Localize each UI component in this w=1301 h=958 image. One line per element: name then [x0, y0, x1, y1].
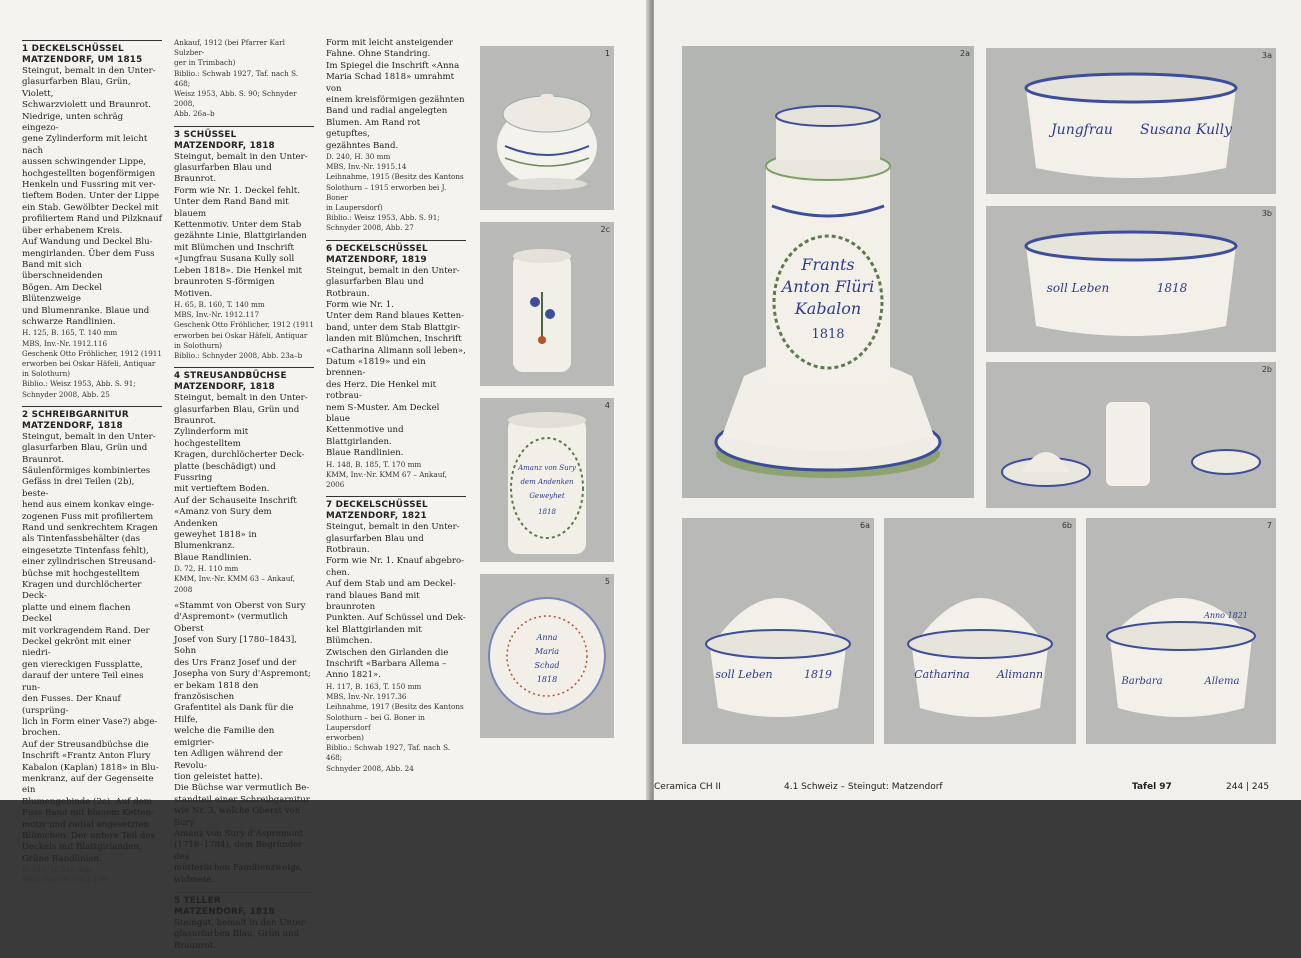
plate-number: 3b [1261, 209, 1272, 218]
catalog-entry [326, 38, 466, 234]
catalog-entry [174, 601, 314, 886]
inscription-line: Schad [534, 661, 560, 670]
entry-title: 3 SCHÜSSEL MATZENDORF, 1818 [174, 126, 314, 152]
plate-1 [480, 46, 614, 210]
left-page [0, 0, 650, 951]
sand-caster-image [480, 222, 614, 386]
footer-series: Ceramica CH II [654, 782, 721, 792]
inscription-line: Anna [536, 633, 558, 642]
inscription-line: 1818 [811, 327, 845, 342]
entry-description: «Stammt von Oberst von Sury d'Aspremont» (vermutlich Oberst Josef von Sury [1780–1843], Sohn des Urs Franz Josef und der Josepha von Sury d'Aspremont; er bekam 1818 den französischen Grafentitel als Dank für die Hilfe, welche die Familie den emigrier- ten Adligen während der Revolu- tion geleistet hatte). Die Büchse war vermutlich Be- standteil einer Schreibgarnitur wie Nr. 3, welche Oberst von Sury Amanz von Sury d'Aspremont (1718–1784), dem Begründer des mütterlichen Familienzweigs, widmete. [174, 600, 311, 885]
entry-description: Steingut, bemalt in den Unter- glasurfarben Blau und Rotbraun. Form wie Nr. 1. Knauf abgebro- chen. Auf dem Stab und am Deckel- rand blaues Band mit braunroten Punkten. Auf Schüssel und Dek- kel Blattgirlanden mit Blümchen. Zwischen den Girlanden die Inschrift «Barbara Allema – Anno 1821». [326, 522, 466, 681]
bowl-3b-image [986, 206, 1276, 352]
plate-number: 3a [1262, 51, 1272, 60]
entry-description: Steingut, bemalt in den Unter- glasurfarben Blau, Grün und Braunrot. Säulenförmiges kombiniertes Gefäss in drei Teilen (2b), beste- hend aus einem konkav einge- zogenen Fuss mit profiliertem Rand und senkrechtem Kragen als Tintenfassbehälter (das eingesetzte Tintenfass fehlt), einer zylindrischen Streusand- büchse mit hochgestelltem Kragen und durchlöcherter Deck- platte und einem flachen Deckel mit vorkragendem Rand. Der Deckel gekrönt mit einer niedri- gen viereckigen Fussplatte, darauf der untere Teil eines run- den Fusses. Der Knauf (ursprüng- lich in Form einer Vase?) abge- brochen. Auf der Streusandbüchse die Inschrift «Frantz Anton Flury Kabalon (Kaplan) 1818» in Blu- menkranz, auf der Gegenseite ein Blumengebinde (2c). Auf dem Fuss Band mit blauem Ketten- motiv und radial angesetzten Blümchen. Der untere Teil des Deckels mit Blattgirlanden. Grüne Randlinien. [22, 431, 159, 864]
inscription-line: Jungfrau [1051, 122, 1113, 138]
inscription-line: Susana Kully [1140, 122, 1232, 138]
catalog-entry [174, 38, 314, 120]
plate-dish-image [480, 574, 614, 738]
entry-metadata: H. 117, B. 163, T. 150 mm MBS, Inv.-Nr. 1917.36 Leihnahme, 1917 (Besitz des Kantons Solothurn – bei G. Boner in Laupersdorf erworben) Biblio.: Schwab 1927, Taf. nach S. 468; Schnyder 2008, Abb. 24 [326, 681, 464, 773]
entry-title: 2 SCHREIBGARNITUR MATZENDORF, 1818 [22, 406, 162, 432]
inscription-line: Catharina [914, 668, 970, 681]
text-column-1 [22, 38, 162, 892]
catalog-entry [326, 240, 466, 491]
inscription-line: Alimann [996, 668, 1044, 681]
entry-title: 7 DECKELSCHÜSSEL MATZENDORF, 1821 [326, 496, 466, 522]
sand-caster-4-image [480, 398, 614, 562]
footer-tafel: Tafel 97 [1132, 782, 1172, 792]
entry-description: Steingut, bemalt in den Unter- glasurfarben Blau und Braunrot. Form wie Nr. 1. Deckel fehlt. Unter dem Rand Band mit blauem Kettenmotiv. Unter dem Stab gezähnte Linie, Blattgirlanden mit Blümchen und Inschrift «Jungfrau Susana Kully soll Leben 1818». Die Henkel mit braunroten S-förmigen Motiven. [174, 151, 308, 299]
plate-2c [480, 222, 614, 386]
plate-6b [884, 518, 1076, 744]
text-column-2 [174, 38, 314, 958]
inscription-line: dem Andenken [520, 478, 574, 486]
plate-number: 4 [604, 401, 610, 410]
footer-section: 4.1 Schweiz – Steingut: Matzendorf [784, 782, 943, 792]
entry-metadata: H. 125, B. 165, T. 140 mm MBS, Inv.-Nr. 1912.116 Geschenk Otto Fröhlicher, 1912 (1911 erworben bei Oskar Häfeli, Antiquar in Solothurn) Biblio.: Weisz 1953, Abb. S. 91; Schnyder 2008, Abb. 25 [22, 328, 162, 399]
plate-number: 1 [604, 49, 610, 58]
plate-3b [986, 206, 1276, 352]
entry-metadata: D. 72, H. 110 mm KMM, Inv.-Nr. KMM 63 – Ankauf, 2008 [174, 564, 296, 594]
plate-4 [480, 398, 614, 562]
inscription-line: Allema [1204, 676, 1240, 687]
text-column-3 [326, 38, 466, 780]
plate-number: 2a [960, 49, 970, 58]
plate-number: 2c [600, 225, 610, 234]
catalog-entry [174, 126, 314, 362]
entry-title: 4 STREUSANDBÜCHSE MATZENDORF, 1818 [174, 367, 314, 393]
inscription-line: Kabalon [794, 299, 862, 318]
plate-number: 5 [604, 577, 610, 586]
entry-description: Steingut, bemalt in den Unter- glasurfarben Blau und Rotbraun. Form wie Nr. 1. Unter dem Rand blaues Ketten- band, unter dem Stab Blattgir- landen mit Blümchen, Inschrift «Catharina Alimann soll leben», Datum «1819» und ein brennen- des Herz. Die Henkel mit rotbrau- nem S-Muster. Am Deckel blaue Kettenmotive und Blattgirlanden. Blaue Randlinien. [326, 265, 466, 459]
plate-number: 6b [1061, 521, 1072, 530]
plate-number: 7 [1266, 521, 1272, 530]
plate-6a [682, 518, 874, 744]
entry-metadata: D. 240, H. 30 mm MBS, Inv.-Nr. 1915.14 Leihnahme, 1915 (Besitz des Kantons Solothurn – 1915 erworben bei J. Boner in Laupersdorf) Biblio.: Weisz 1953, Abb. S. 91; Schnyder 2008, Abb. 27 [326, 152, 464, 233]
entry-metadata: D. 140, H. 210 mm MBS, Inv.-Nr. 1912.199 [22, 865, 108, 885]
entry-metadata: H. 148, B. 185, T. 170 mm KMM, Inv.-Nr. KMM 67 – Ankauf, 2006 [326, 459, 448, 489]
inscription-line: Anno 1821 [1204, 611, 1248, 620]
plate-2b [986, 362, 1276, 508]
right-page [654, 0, 1301, 800]
inscription-line: 1818 [1156, 281, 1188, 295]
writing-set-image [682, 46, 974, 498]
catalog-entry [22, 406, 162, 886]
inscription-line: Frants [801, 255, 855, 274]
plate-number: 6a [860, 521, 870, 530]
entry-title: 6 DECKELSCHÜSSEL MATZENDORF, 1819 [326, 240, 466, 266]
inscription-line: Maria [534, 647, 560, 656]
catalog-entry [174, 367, 314, 595]
entry-description: Steingut, bemalt in den Unter- glasurfarben Blau, Grün und Braunrot. Zylinderform mit hochgestelltem Kragen, durchlöcherter Deck- platte (beschädigt) und Fussring mit vertieftem Boden. Auf der Schauseite Inschrift «Amanz von Sury dem Andenken geweyhet 1818» in Blumenkranz. Blaue Randlinien. [174, 393, 308, 563]
inscription-line: Amanz von Sury [518, 464, 576, 472]
writing-set-parts-image [986, 362, 1276, 508]
entry-title: 1 DECKELSCHÜSSEL MATZENDORF, UM 1815 [22, 40, 162, 66]
plate-7 [1086, 518, 1276, 744]
inscription-line: Geweyhet [529, 492, 565, 500]
entry-metadata: H. 65, B. 160, T. 140 mm MBS, Inv.-Nr. 1912.117 Geschenk Otto Fröhlicher, 1912 (1911 erworben bei Oskar Häfeli, Antiquar in Solothurn) Biblio.: Schnyder 2008, Abb. 23a–b [174, 299, 314, 360]
plate-3a [986, 48, 1276, 194]
entry-description: Form mit leicht ansteigender Fahne. Ohne Standring. Im Spiegel die Inschrift «Anna Maria Schad 1818» umrahmt von einem kreisförmigen gezähnten Band und radial angelegten Blumen. Am Rand rot getupftes, gezähntes Band. [326, 38, 465, 151]
covered-bowl-6b-image [884, 518, 1076, 744]
inscription-line: Barbara [1121, 676, 1163, 687]
inscription-line: Anton Flüri [781, 277, 875, 296]
inscription-line: soll Leben [1046, 281, 1110, 295]
covered-bowl-6a-image [682, 518, 874, 744]
entry-title: 5 TELLER MATZENDORF, 1818 [174, 892, 314, 918]
inscription-line: soll Leben [715, 668, 773, 681]
entry-description: Steingut, bemalt in den Unter- glasurfarben Blau, Grün, Violett, Schwarzviolett und Braunrot. Niedrige, unten schräg eingezo- gene Zylinderform mit leicht nach aussen schwingender Lippe, hochgestellten bogenförmigen Henkeln und Fussring mit ver- tieftem Boden. Unter der Lippe ein Stab. Gewölbter Deckel mit profiliertem Rand und Pilzknauf über erhabenem Kreis. Auf Wandung und Deckel Blu- mengirlanden. Über dem Fuss Band mit sich überschneidenden Bögen. Am Deckel Blütenzweige und Blumenranke. Blaue und schwarze Randlinien. [22, 66, 162, 327]
inscription-line: 1818 [536, 675, 558, 684]
entry-description: Steingut, bemalt in den Unter- glasurfarben Blau, Grün und Braunrot. [174, 917, 308, 951]
catalog-entry [326, 496, 466, 774]
catalog-entry [22, 40, 162, 400]
entry-metadata: Ankauf, 1912 (bei Pfarrer Karl Sulzber- ger in Trimbach) Biblio.: Schwab 1927, Taf. nach S. 468; Weisz 1953, Abb. S. 90; Schnyder 2008, Abb. 26a–b [174, 38, 299, 119]
plate-2a [682, 46, 974, 498]
bowl-3a-image [986, 48, 1276, 194]
inscription-line: 1818 [538, 508, 556, 516]
plate-5 [480, 574, 614, 738]
inscription-line: 1819 [804, 668, 832, 681]
covered-bowl-7-image [1086, 518, 1276, 744]
plate-number: 2b [1261, 365, 1272, 374]
catalog-entry [174, 892, 314, 952]
page-numbers: 244 | 245 [1226, 782, 1270, 792]
covered-bowl-image [480, 46, 614, 210]
